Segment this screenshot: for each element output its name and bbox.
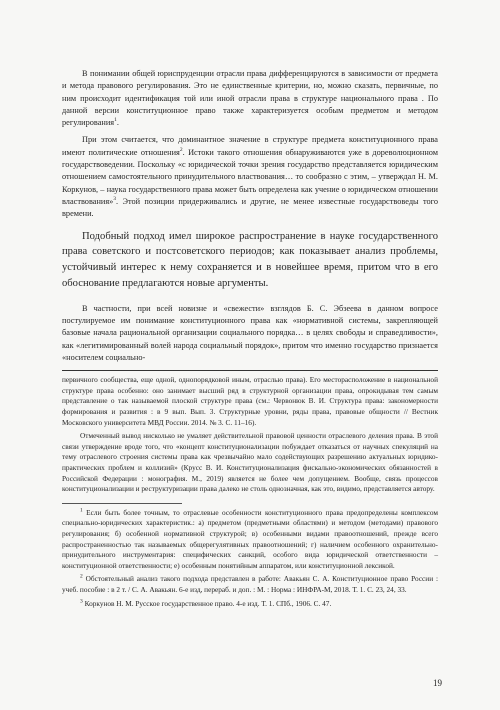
footnote-ref-3: 3 (113, 196, 117, 203)
page-content (62, 68, 438, 612)
page-number: 19 (433, 678, 442, 688)
footnote-1-number: 1 (80, 507, 83, 514)
paragraph-2 (62, 134, 438, 220)
footnote-2-number: 2 (80, 573, 83, 580)
footnote-1-text: Если быть более точным, то отраслевые особенности конституционного права предопределены комплексом специально-юридических характеристик.: а) предметом (предметными областями) и методом (методами) правового регулирования; б) особенной нормативной структурой; в) особенными видами правоотношений, прежде всего распространенностью так называемых общерегулятивных правоотношений; г) наличием особенного охранительно-принудительного инструментария: специфических санкций, особого вида юридической ответственности – конституционной ответственности; е) особенным понятийным аппаратом, или конституционной лексикой. (62, 507, 438, 570)
paragraph-2-text: При этом считается, что доминантное значение в структуре предмета конституционного права имеют политические отношения (62, 135, 438, 157)
footnote-2-text: Обстоятельный анализ такого подхода представлен в работе: Авакьян С. А. Конституционное право России : учеб. пособие : в 2 т. / С. А. Авакьян. 6-е изд, перераб. и доп. : М. : Норма : ИНФРА-М, 2018. Т. 1. С. 23, 24, 33. (62, 574, 438, 594)
footnote-continuation: первичного сообщества, еще одной, однопорядковой иным, отраслью права). Его месторасположение в национальной структуре права особенно: оно занимает высший ряд в структурной организации права, опрокидывая тем самым представление о так называемой плоской структуре права (см.: Червонюк В. И. Структура права: закономерности формирования и развития : в 9 вып. Вып. 3. Структурные уровни, ряды права, правовые общности // Вестник Московского университета МВД России. 2014. № 3. С. 11–16). (62, 375, 438, 427)
footnote-3 (62, 599, 438, 610)
paragraph-2-middle: . Истоки такого отношения обнаруживаются уже в дореволюционном государствоведении. Поскольку «с юридической точки зрения государство представляется юридическим отношением самостоятельного принудительного властвования… то сообразно с этим, – утверждал Н. М. Коркунов, – наука государственного права может быть определена как учение о юридическом отношении властвования» (62, 147, 439, 206)
footnote-ref-1: 1 (114, 117, 117, 124)
paragraph-4: В частности, при всей новизне и «свежести» взглядов Б. С. Эбзеева в данном вопросе постулируемое им понимание конституционного права как «нормативной системы, закрепляющей базовые начала рациональной организации социального порядка… в целях свободы и справедливости», как «легитимированный волей народа социальный порядок», притом что именно государство признается «носителем социально- (62, 303, 438, 362)
footnote-3-number: 3 (80, 598, 83, 605)
footnote-2 (62, 574, 438, 595)
footnote-separator (62, 370, 438, 371)
footnote-1 (62, 508, 438, 572)
footnote-rule (62, 503, 182, 504)
paragraph-2-end: . Этой позиции придерживались и другие, не менее известные государствоведы того времени. (62, 196, 438, 219)
footnote-ref-2: 2 (179, 147, 183, 154)
paragraph-1 (62, 68, 438, 129)
highlighted-paragraph: Подобный подход имел широкое распространение в науке государственного права советского и постсоветского периодов; как показывает анализ проблемы, устойчивый интерес к нему сохраняется и в новейшее время, притом что в его обоснование предлагаются новые аргументы. (62, 230, 438, 289)
footnote-continuation-2: Отмеченный вывод нисколько не умаляет действительной правовой ценности отраслевого деления права. В этой связи утверждение вроде того, что «концепт конституционализации побуждает отказаться от научных спекуляций на тему отраслевого строения системы права как чрезвычайно мало содействующих разрешению актуальных юридико-практических проблем и коллизий» (Крусс В. И. Конституционализация фискально-экономических обязанностей в Российской Федерации : монография. М., 2019) является не более чем допущением. Вообще, связь процессов конституционализации и реструктуризации права далеко не столь однозначная, как это, видимо, представляется автору. (62, 431, 438, 494)
paragraph-1-end: . (116, 118, 119, 128)
paragraph-1-text: В понимании общей юриспруденции отрасли права дифференцируются в зависимости от предмета и метода правового регулирования. Это не единственные критерии, но, можно сказать, первичные, по ним происходит идентификация той или иной отрасли права в структуре национального права . По данной версии конституционное право также характеризуется особым предметом и методом регулирования (62, 69, 438, 128)
footnote-3-text: Коркунов Н. М. Русское государственное право. 4-е изд. Т. 1. СПб., 1906. С. 47. (84, 598, 332, 608)
